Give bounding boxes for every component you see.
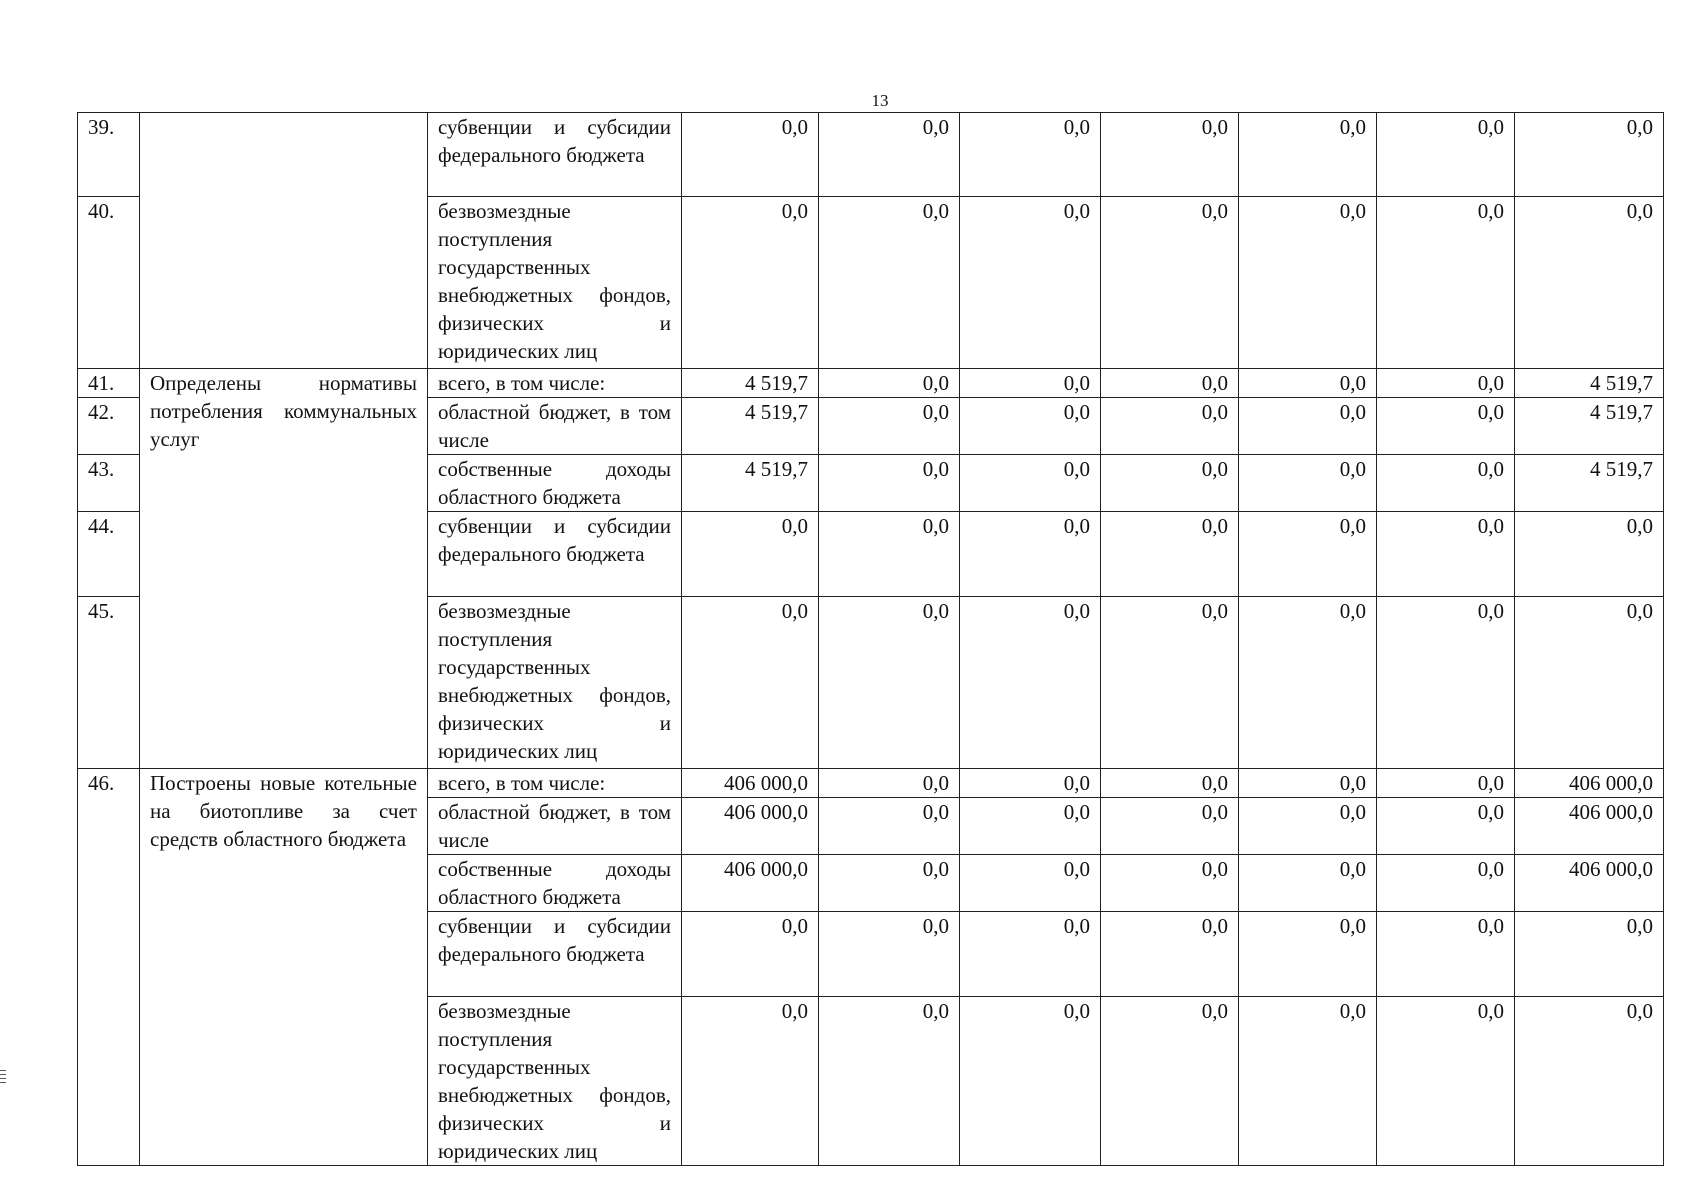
year-value: 0,0 [1239,798,1377,855]
total-value: 0,0 [1515,512,1664,597]
total-value: 4 519,7 [1515,398,1664,455]
year-value: 0,0 [960,398,1101,455]
year-value: 4 519,7 [682,455,819,512]
funding-source: безвозмездные поступления государственных внебюджетных фондов, физических и юридических лиц [428,597,682,769]
measure-description: Построены новые котельные на биотопливе за счет средств областного бюджета [140,769,428,1166]
year-value: 0,0 [819,912,960,997]
year-value: 0,0 [1377,398,1515,455]
table-row [78,769,1664,798]
total-value: 0,0 [1515,113,1664,197]
year-value: 0,0 [1377,798,1515,855]
year-value: 0,0 [819,798,960,855]
year-value: 0,0 [1239,855,1377,912]
year-value: 0,0 [1239,597,1377,769]
year-value: 0,0 [1239,197,1377,369]
year-value: 0,0 [819,398,960,455]
year-value: 0,0 [960,113,1101,197]
year-value: 0,0 [1239,455,1377,512]
year-value: 0,0 [960,912,1101,997]
total-value: 4 519,7 [1515,455,1664,512]
year-value: 0,0 [1101,855,1239,912]
year-value: 0,0 [1377,597,1515,769]
year-value: 4 519,7 [682,398,819,455]
year-value: 0,0 [1101,997,1239,1166]
row-number: 45. [78,597,140,769]
year-value: 0,0 [1239,398,1377,455]
total-value: 406 000,0 [1515,769,1664,798]
row-number: 44. [78,512,140,597]
total-value: 406 000,0 [1515,855,1664,912]
year-value: 0,0 [960,597,1101,769]
year-value: 0,0 [960,512,1101,597]
funding-source: собственные доходы областного бюджета [428,455,682,512]
year-value: 0,0 [682,997,819,1166]
total-value: 406 000,0 [1515,798,1664,855]
year-value: 0,0 [1101,798,1239,855]
year-value: 0,0 [819,113,960,197]
year-value: 0,0 [960,369,1101,398]
year-value: 406 000,0 [682,798,819,855]
year-value: 0,0 [819,369,960,398]
year-value: 0,0 [1239,369,1377,398]
year-value: 0,0 [819,997,960,1166]
budget-table [77,112,1664,1166]
year-value: 0,0 [819,855,960,912]
year-value: 0,0 [1377,769,1515,798]
year-value: 0,0 [1101,369,1239,398]
year-value: 0,0 [960,455,1101,512]
year-value: 0,0 [960,997,1101,1166]
year-value: 0,0 [1239,769,1377,798]
funding-source: всего, в том числе: [428,769,682,798]
table-row [78,369,1664,398]
funding-source: субвенции и субсидии федерального бюджета [428,512,682,597]
year-value: 0,0 [682,113,819,197]
funding-source: безвозмездные поступления государственных внебюджетных фондов, физических и юридических лиц [428,197,682,369]
year-value: 0,0 [682,512,819,597]
scan-margin-marks [0,1067,6,1086]
total-value: 0,0 [1515,997,1664,1166]
year-value: 406 000,0 [682,855,819,912]
funding-source: всего, в том числе: [428,369,682,398]
year-value: 0,0 [819,197,960,369]
year-value: 0,0 [1377,455,1515,512]
year-value: 0,0 [682,912,819,997]
year-value: 0,0 [1377,197,1515,369]
year-value: 4 519,7 [682,369,819,398]
funding-source: безвозмездные поступления государственных внебюджетных фондов, физических и юридических лиц [428,997,682,1166]
year-value: 0,0 [960,197,1101,369]
year-value: 0,0 [1101,398,1239,455]
total-value: 0,0 [1515,197,1664,369]
year-value: 406 000,0 [682,769,819,798]
year-value: 0,0 [1101,769,1239,798]
year-value: 0,0 [1101,512,1239,597]
year-value: 0,0 [960,798,1101,855]
year-value: 0,0 [1377,113,1515,197]
year-value: 0,0 [960,769,1101,798]
table-row [78,113,1664,197]
table-body [78,113,1664,1166]
year-value: 0,0 [1377,512,1515,597]
total-value: 0,0 [1515,597,1664,769]
row-number: 43. [78,455,140,512]
row-number: 46. [78,769,140,1166]
year-value: 0,0 [819,769,960,798]
year-value: 0,0 [682,197,819,369]
year-value: 0,0 [1239,512,1377,597]
year-value: 0,0 [1239,997,1377,1166]
year-value: 0,0 [960,855,1101,912]
funding-source: собственные доходы областного бюджета [428,855,682,912]
year-value: 0,0 [1101,597,1239,769]
year-value: 0,0 [819,455,960,512]
funding-source: областной бюджет, в том числе [428,798,682,855]
year-value: 0,0 [1377,369,1515,398]
row-number: 40. [78,197,140,369]
year-value: 0,0 [1239,912,1377,997]
year-value: 0,0 [1377,912,1515,997]
row-number: 42. [78,398,140,455]
total-value: 0,0 [1515,912,1664,997]
measure-description [140,113,428,369]
row-number: 41. [78,369,140,398]
row-number: 39. [78,113,140,197]
year-value: 0,0 [1101,113,1239,197]
funding-source: субвенции и субсидии федерального бюджета [428,113,682,197]
year-value: 0,0 [819,597,960,769]
year-value: 0,0 [1101,197,1239,369]
funding-source: субвенции и субсидии федерального бюджета [428,912,682,997]
total-value: 4 519,7 [1515,369,1664,398]
year-value: 0,0 [1101,912,1239,997]
year-value: 0,0 [682,597,819,769]
page-number: 13 [871,91,889,110]
year-value: 0,0 [1377,855,1515,912]
year-value: 0,0 [1239,113,1377,197]
year-value: 0,0 [819,512,960,597]
year-value: 0,0 [1101,455,1239,512]
year-value: 0,0 [1377,997,1515,1166]
funding-source: областной бюджет, в том числе [428,398,682,455]
measure-description: Определены нормативы потребления коммунальных услуг [140,369,428,769]
